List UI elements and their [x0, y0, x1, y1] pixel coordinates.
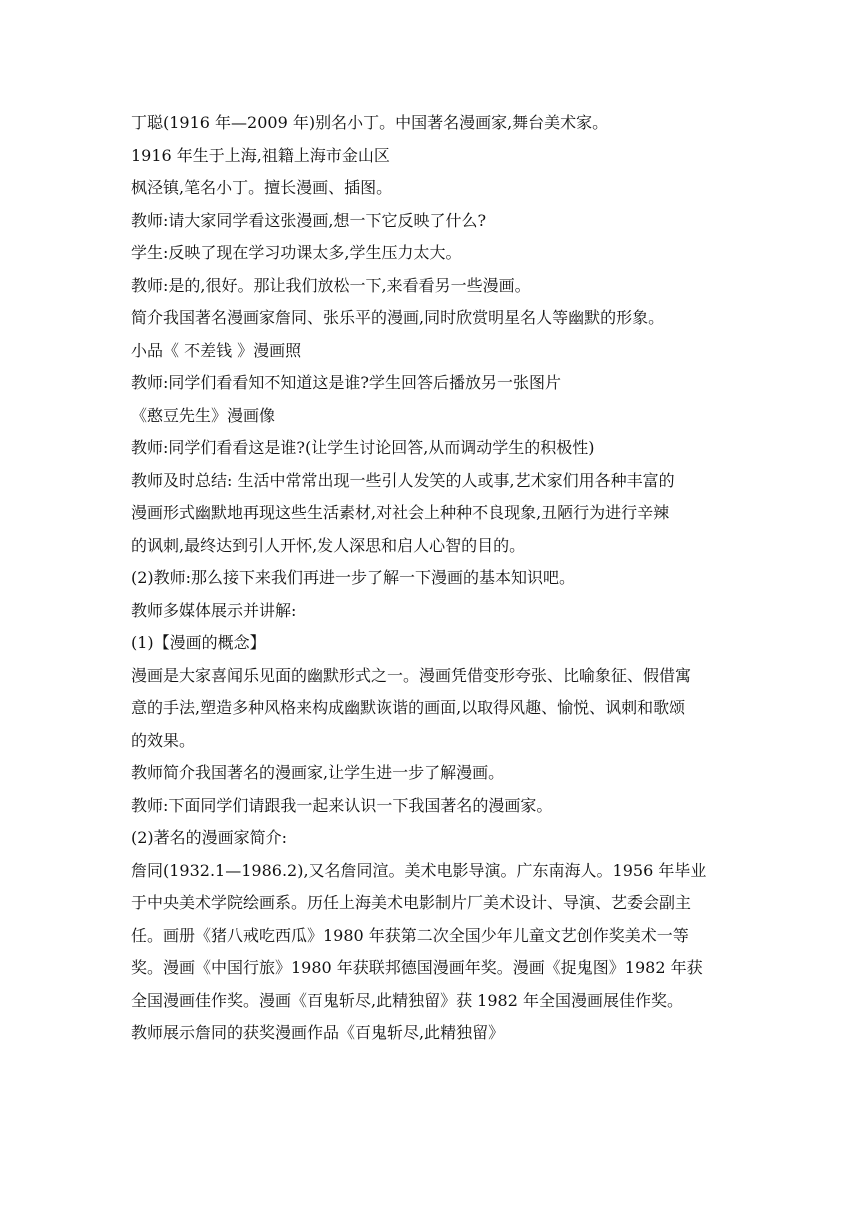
- text-line: 教师展示詹同的获奖漫画作品《百鬼斩尽,此精独留》: [131, 1023, 505, 1042]
- text-line: 的效果。: [131, 730, 196, 750]
- text-lines: [131, 113, 731, 1056]
- text-line: 简介我国著名漫画家詹同、张乐平的漫画,同时欣赏明星名人等幽默的形象。: [131, 308, 665, 327]
- text-line: 漫画是大家喜闻乐见面的幽默形式之一。漫画凭借变形夸张、比喻象征、假借寓: [131, 665, 692, 685]
- text-line: 《憨豆先生》漫画像: [131, 405, 276, 425]
- text-line: 漫画形式幽默地再现这些生活素材,对社会上种种不良现象,丑陋行为进行辛辣: [131, 503, 670, 522]
- text-line: 于中央美术学院绘画系。历任上海美术电影制片厂美术设计、导演、艺委会副主: [131, 893, 692, 912]
- text-line: 教师简介我国著名的漫画家,让学生进一步了解漫画。: [131, 763, 505, 782]
- text-line: 全国漫画佳作奖。漫画《百鬼斩尽,此精独留》获 1982 年全国漫画展佳作奖。: [131, 990, 683, 1010]
- text-line: 教师:同学们看看这是谁?(让学生讨论回答,从而调动学生的积极性): [131, 438, 595, 457]
- text-line: 任。画册《猪八戒吃西瓜》1980 年获第二次全国少年儿童文艺创作奖美术一等: [131, 925, 689, 945]
- text-line: 教师:下面同学们请跟我一起来认识一下我国著名的漫画家。: [131, 795, 553, 815]
- text-line: 1916 年生于上海,祖籍上海市金山区: [131, 145, 390, 165]
- text-line: 奖。漫画《中国行旅》1980 年获联邦德国漫画年奖。漫画《捉鬼图》1982 年获: [131, 958, 703, 977]
- text-line: 教师:同学们看看知不知道这是谁?学生回答后播放另一张图片: [131, 373, 561, 392]
- text-line: 教师及时总结: 生活中常常出现一些引人发笑的人或事,艺术家们用各种丰富的: [131, 470, 675, 490]
- text-line: 教师:是的,很好。那让我们放松一下,来看看另一些漫画。: [131, 275, 531, 295]
- text-line: (2)教师:那么接下来我们再进一步了解一下漫画的基本知识吧。: [131, 568, 576, 587]
- text-line: 教师:请大家同学看这张漫画,想一下它反映了什么?: [131, 210, 487, 230]
- text-line: 詹同(1932.1—1986.2),又名詹同渲。美术电影导演。广东南海人。1956 年毕业: [131, 860, 707, 880]
- text-line: 教师多媒体展示并讲解:: [131, 600, 297, 620]
- text-line: 枫泾镇,笔名小丁。擅长漫画、插图。: [131, 178, 393, 197]
- text-line: (1)【漫画的概念】: [131, 633, 266, 652]
- text-line: 小品《 不差钱 》漫画照: [131, 340, 302, 360]
- text-line: 意的手法,塑造多种风格来构成幽默诙谐的画面,以取得风趣、愉悦、讽刺和歌颂: [131, 698, 686, 717]
- text-line: 学生:反映了现在学习功课太多,学生压力太大。: [131, 243, 462, 262]
- text-line: 丁聪(1916 年—2009 年)别名小丁。中国著名漫画家,舞台美术家。: [131, 113, 609, 132]
- text-line: 的讽刺,最终达到引人开怀,发人深思和启人心智的目的。: [131, 535, 526, 555]
- document-body: [131, 113, 731, 1056]
- text-line: (2)著名的漫画家简介:: [131, 828, 288, 847]
